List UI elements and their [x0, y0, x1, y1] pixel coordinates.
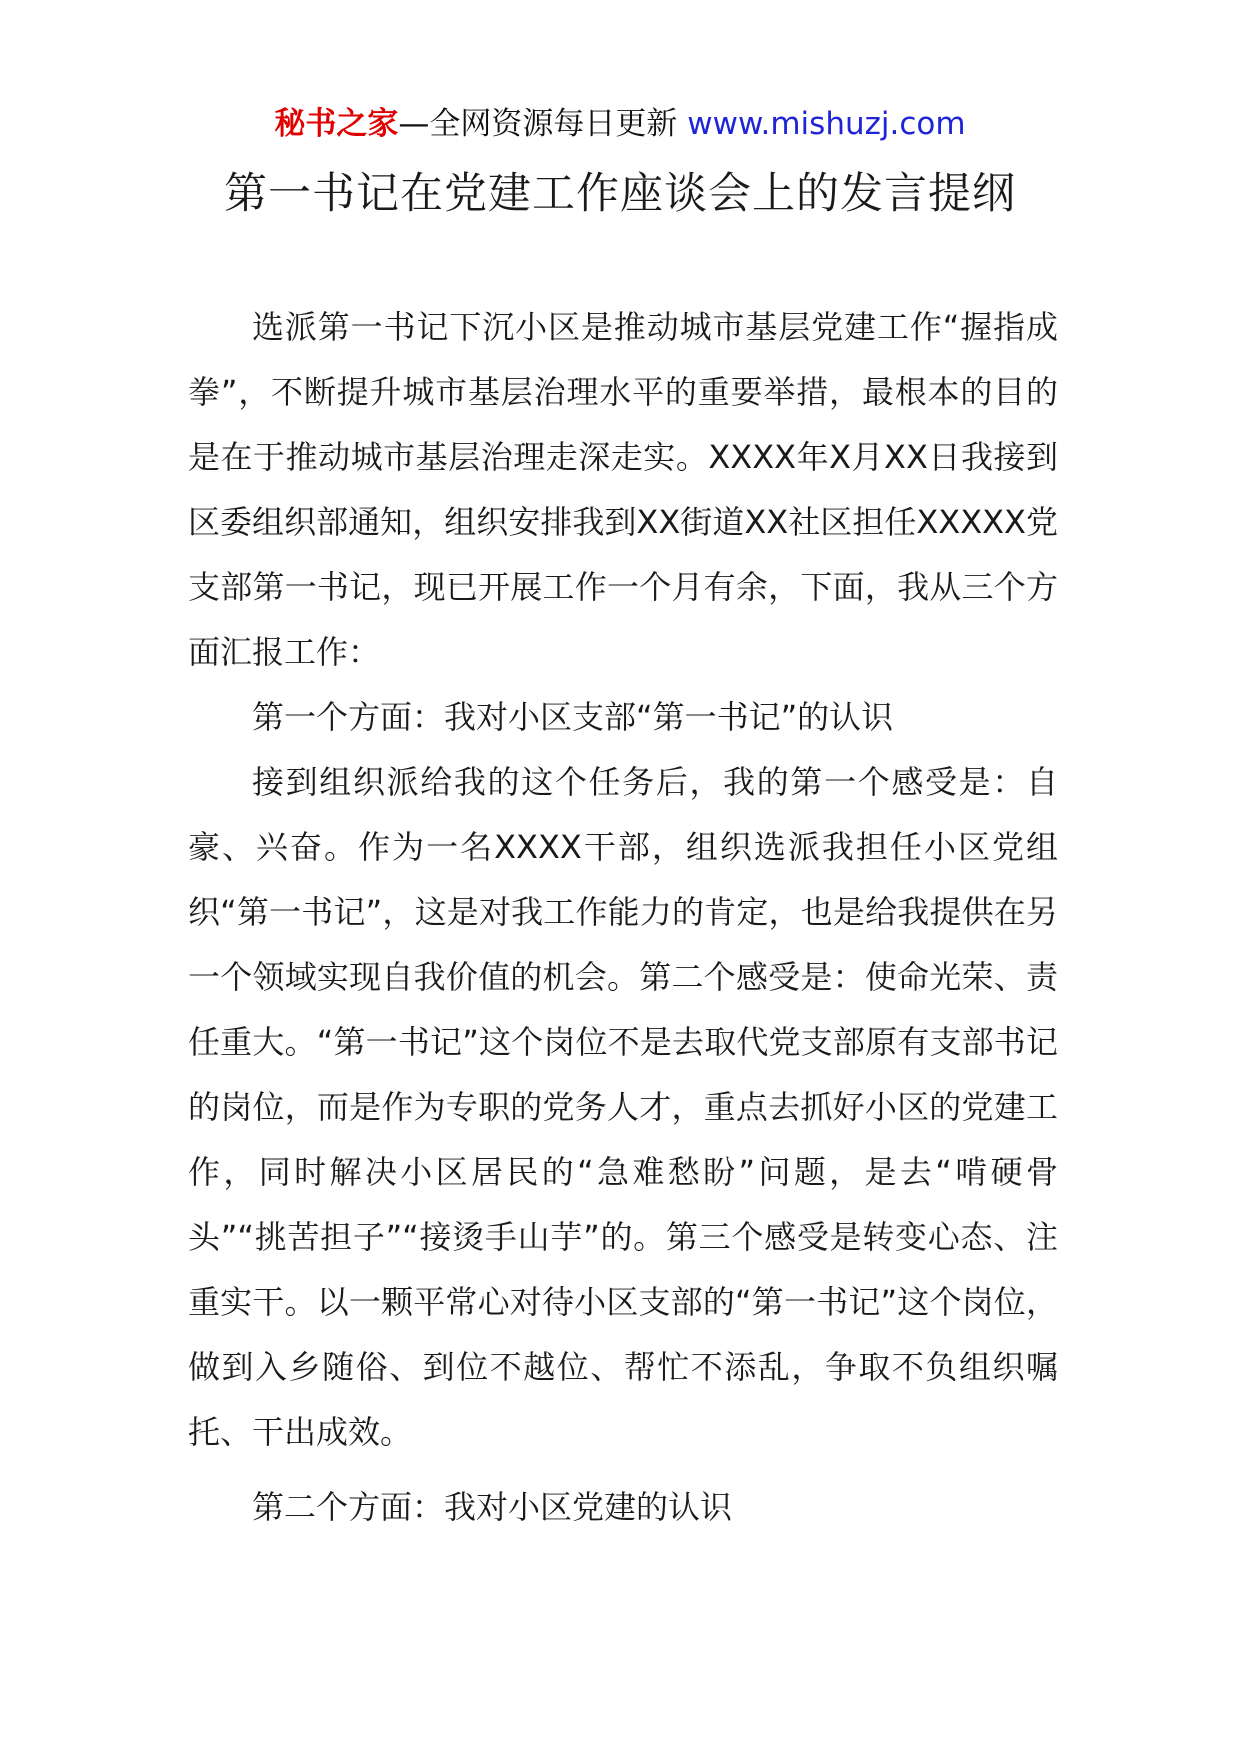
section-heading-two: 第二个方面：我对小区党建的认识	[252, 1488, 733, 1526]
site-url-link[interactable]: www.mishuzj.com	[687, 106, 966, 142]
intro-paragraph: 选派第一书记下沉小区是推动城市基层党建工作“握指成拳”，不断提升城市基层治理水平的重要举措，最根本的目的是在于推动城市基层治理走深走实。XXXX年X月XX日我接到区委组织部通知，组织安排我到XX街道XX社区担任XXXXX党支部第一书记，现已开展工作一个月有余，下面，我从三个方面汇报工作：	[188, 308, 1058, 671]
header-tagline: —全网资源每日更新	[398, 106, 678, 142]
section-one-paragraph: 接到组织派给我的这个任务后，我的第一个感受是：自豪、兴奋。作为一名XXXX干部，组织选派我担任小区党组织“第一书记”，这是对我工作能力的肯定，也是给我提供在另一个领域实现自我价值的机会。第二个感受是：使命光荣、责任重大。“第一书记”这个岗位不是去取代党支部原有支部书记的岗位，而是作为专职的党务人才，重点去抓好小区的党建工作，同时解决小区居民的“急难愁盼”问题，是去“啃硬骨头”“挑苦担子”“接烫手山芋”的。第三个感受是转变心态、注重实干。以一颗平常心对待小区支部的“第一书记”这个岗位，做到入乡随俗、到位不越位、帮忙不添乱，争取不负组织嘱托、干出成效。	[188, 763, 1058, 1451]
site-header	[0, 104, 1240, 144]
document-title: 第一书记在党建工作座谈会上的发言提纲	[224, 169, 1016, 219]
section-heading-one: 第一个方面：我对小区支部“第一书记”的认识	[252, 698, 894, 736]
brand-name: 秘书之家	[274, 106, 399, 142]
document-body	[188, 295, 1058, 1540]
